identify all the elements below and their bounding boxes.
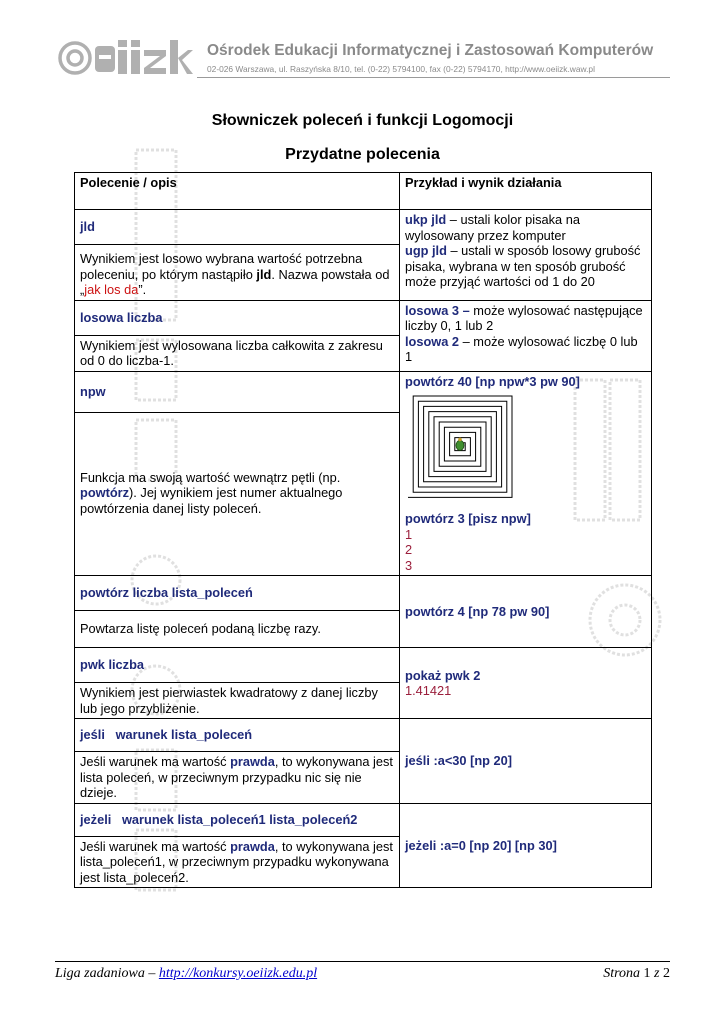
example-cell — [400, 210, 652, 301]
example-command: jeżeli :a=0 [np 20] [np 30] — [405, 837, 557, 853]
page-word: Strona — [603, 966, 641, 981]
example-command: losowa 3 – — [405, 302, 470, 318]
description-text: ”. — [138, 282, 147, 297]
example-command: ugp jld — [405, 243, 447, 258]
description-text: , to wykonywana jest lista_poleceń1, w przeciwnym przypadku wykonywana jest lista_poleceń2. — [80, 838, 393, 885]
output-line: 3 — [405, 557, 413, 573]
page-number — [603, 966, 670, 982]
table-row — [75, 210, 652, 245]
section-title: Przydatne polecenia — [285, 146, 440, 163]
command-name: jeśli warunek lista_poleceń — [80, 727, 253, 743]
example-command: powtórz 3 [pisz npw] — [405, 511, 531, 526]
example-command: powtórz 4 [np 78 pw 90] — [405, 603, 550, 619]
example-cell — [400, 300, 652, 371]
description-bold: prawda — [230, 838, 275, 854]
command-name: jeżeli warunek lista_poleceń1 lista_poleceń2 — [80, 811, 358, 827]
footer-label: Liga zadaniowa – — [55, 966, 159, 981]
command-name: losowa liczba — [80, 309, 163, 325]
spiral-drawing — [405, 393, 515, 503]
org-name: Ośrodek Edukacji Informatycznej i Zastosowań Komputerów — [207, 42, 654, 59]
output-line: 1 — [405, 526, 413, 542]
example-command: powtórz 40 [np npw*3 pw 90] — [405, 373, 580, 389]
header-divider — [197, 77, 670, 78]
table-row — [75, 300, 652, 335]
example-cell — [400, 803, 652, 888]
page-total: 2 — [663, 966, 670, 981]
description-cell — [75, 752, 400, 804]
command-name: pwk liczba — [80, 657, 145, 673]
command-name: npw — [80, 383, 106, 399]
command-name: jld — [80, 219, 95, 235]
description-cell: Wynikiem jest pierwiastek kwadratowy z danej liczby lub jego przybliżenie. — [75, 683, 400, 719]
description-bold: prawda — [230, 754, 275, 769]
output-line: 2 — [405, 542, 413, 557]
example-text: może wylosować następujące liczby 0, 1 lub 2 — [405, 302, 643, 333]
description-cell: Wynikiem jest wylosowana liczba całkowita z zakresu od 0 do liczba-1. — [75, 335, 400, 371]
description-bold: jld — [256, 266, 272, 282]
example-command: jeśli :a<30 [np 20] — [405, 753, 513, 768]
col-header-example: Przykład i wynik działania — [400, 173, 652, 210]
description-text: Jeśli warunek ma wartość — [80, 838, 231, 854]
description-cell — [75, 245, 400, 301]
description-text: Jeśli warunek ma wartość — [80, 754, 231, 769]
page-title: Słowniczek poleceń i funkcji Logomocji — [211, 112, 514, 129]
description-cell — [75, 412, 400, 575]
table-row — [75, 371, 652, 412]
description-text: Funkcja ma swoją wartość wewnątrz pętli (np. — [80, 469, 341, 485]
description-cell: Powtarza listę poleceń podaną liczbę razy. — [75, 611, 400, 648]
table-row — [75, 719, 652, 752]
example-cell — [400, 371, 652, 576]
table-row — [75, 576, 652, 611]
oeiizk-logo-icon — [55, 38, 195, 78]
description-bold: powtórz — [80, 485, 130, 501]
page-of: z — [654, 966, 660, 981]
description-text: ). Jej wynikiem jest numer aktualnego powtórzenia danej listy poleceń. — [80, 485, 343, 516]
example-cell — [400, 576, 652, 648]
table-header-row — [75, 173, 652, 210]
description-text: , to wykonywana jest lista poleceń, w przeciwnym przypadku nic się nie dzieje. — [80, 754, 393, 800]
example-cell — [400, 719, 652, 804]
example-text: – ustali kolor pisaka na wylosowany przez komputer — [405, 212, 580, 243]
footer-link[interactable]: http://konkursy.oeiizk.edu.pl — [158, 966, 318, 981]
example-text: – może wylosować liczbę 0 lub 1 — [405, 333, 638, 364]
description-text: . Nazwa powstała od „ — [80, 266, 390, 297]
description-cell — [75, 836, 400, 888]
command-name: powtórz liczba lista_poleceń — [80, 585, 253, 601]
description-highlight: jak los da — [84, 282, 139, 297]
table-row — [75, 648, 652, 683]
example-text: – ustali w sposób losowy grubość pisaka, wybrana w ten sposób grubość może przyjąć wartości od 1 do 20 — [405, 243, 641, 289]
table-row — [75, 803, 652, 836]
commands-table — [74, 172, 652, 888]
org-address: 02-026 Warszawa, ul. Raszyńska 8/10, tel. (0-22) 5794100, fax (0-22) 5794170, http://www.oeiizk.waw.pl — [207, 64, 595, 74]
example-command: ukp jld — [405, 212, 447, 227]
output-line: 1.41421 — [405, 683, 452, 698]
description-text: Wynikiem jest losowo wybrana wartość potrzebna poleceniu, po którym nastąpiło — [80, 251, 363, 282]
example-command: losowa 2 — [405, 333, 460, 349]
turtle-icon — [456, 438, 464, 451]
col-header-command: Polecenie / opis — [75, 173, 400, 210]
footer-divider — [55, 961, 670, 962]
example-cell — [400, 648, 652, 719]
example-command: pokaż pwk 2 — [405, 667, 481, 683]
footer-left — [55, 966, 317, 982]
page-current: 1 — [643, 966, 651, 981]
